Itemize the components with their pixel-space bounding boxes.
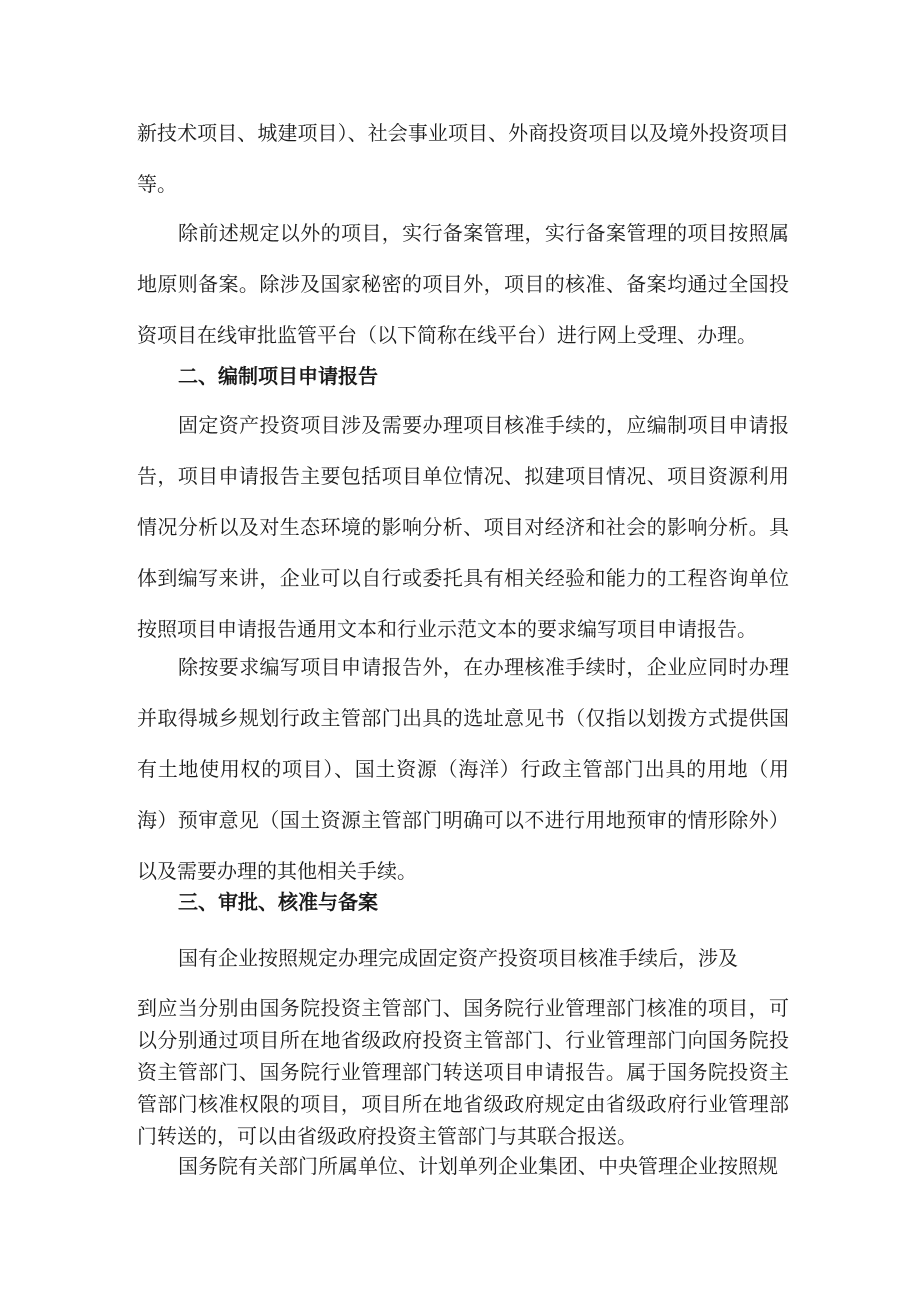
heading-approval-filing: 三、审批、核准与备案	[178, 890, 378, 914]
paragraph-state-council-submission: 到应当分别由国务院投资主管部门、国务院行业管理部门核准的项目，可以分别通过项目所在地省级政府投资主管部门、行业管理部门向国务院投资主管部门、国务院行业管理部门转送项目申请报告。属于国务院投资主管部门核准权限的项目，项目所在地省级政府规定由省级政府行业管理部门转送的，可以由省级政府投资主管部门与其联合报送。	[137, 996, 789, 1148]
paragraph-application-report-content: 固定资产投资项目涉及需要办理项目核准手续的，应编制项目申请报告，项目申请报告主要包括项目单位情况、拟建项目情况、项目资源利用情况分析以及对生态环境的影响分析、项目对经济和社会的影响分析。具体到编写来讲，企业可以自行或委托具有相关经验和能力的工程咨询单位按照项目申请报告通用文本和行业示范文本的要求编写项目申请报告。	[137, 413, 789, 641]
paragraph-filing-management: 除前述规定以外的项目，实行备案管理，实行备案管理的项目按照属地原则备案。除涉及国家秘密的项目外，项目的核准、备案均通过全国投资项目在线审批监管平台（以下简称在线平台）进行网上受理、办理。	[137, 221, 789, 347]
paragraph-state-enterprise-approval: 国有企业按照规定办理完成固定资产投资项目核准手续后，涉及	[178, 946, 738, 970]
paragraph-project-categories: 新技术项目、城建项目）、社会事业项目、外商投资项目以及境外投资项目等。	[137, 121, 789, 196]
paragraph-additional-procedures: 除按要求编写项目申请报告外，在办理核准手续时，企业应同时办理并取得城乡规划行政主管部门出具的选址意见书（仅指以划拨方式提供国有土地使用权的项目）、国土资源（海洋）行政主管部门出具的用地（用海）预审意见（国土资源主管部门明确可以不进行用地预审的情形除外）以及需要办理的其他相关手续。	[137, 655, 789, 883]
paragraph-central-enterprises: 国务院有关部门所属单位、计划单列企业集团、中央管理企业按照规	[178, 1154, 778, 1178]
heading-application-report: 二、编制项目申请报告	[178, 364, 378, 388]
